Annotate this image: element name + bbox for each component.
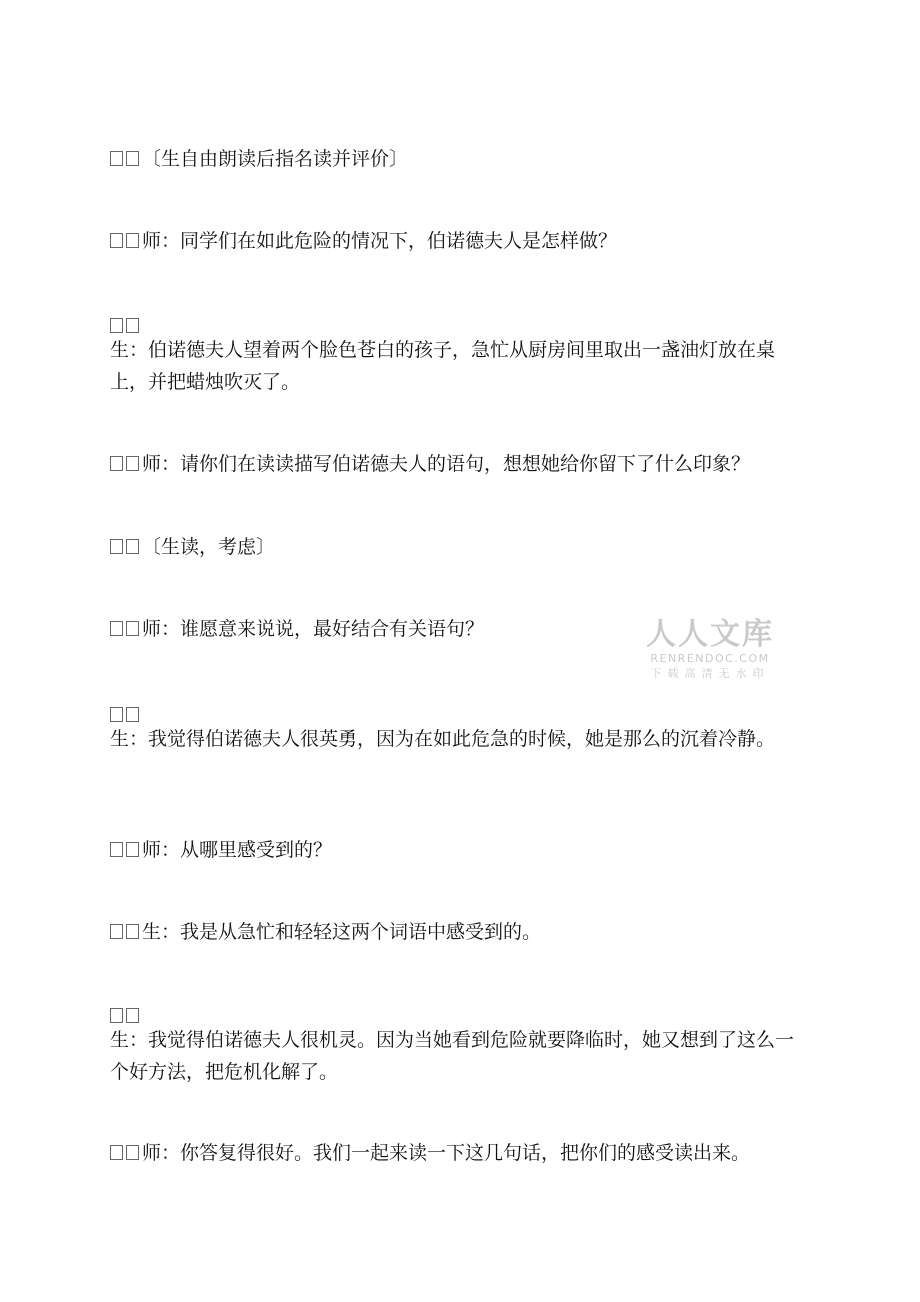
watermark: [645, 618, 775, 682]
paragraph-4: [110, 448, 810, 480]
watermark-subtitle: 下载高清无水印: [650, 667, 770, 680]
paragraph-text: 师：你答复得很好。我们一起来读一下这几句话，把你们的感受读出来。: [142, 1142, 751, 1164]
paragraph-3: [110, 310, 810, 398]
placeholder-glyph: [110, 539, 123, 554]
paragraph-text: 生：伯诺德夫人望着两个脸色苍白的孩子，急忙从厨房间里取出一盏油灯放在桌上，并把蜡烛吹灭了。: [110, 339, 776, 393]
placeholder-glyph: [126, 318, 139, 333]
placeholder-glyph: [126, 707, 139, 722]
paragraph-2: [110, 225, 810, 257]
paragraph-11: [110, 1137, 810, 1169]
placeholder-glyph: [110, 1145, 123, 1160]
paragraph-text: 〔生读，考虑〕: [142, 536, 276, 558]
placeholder-glyph: [126, 456, 139, 471]
paragraph-8: [110, 834, 810, 866]
paragraph-5: [110, 531, 810, 563]
placeholder-glyph: [126, 151, 139, 166]
paragraph-lead-boxes: [110, 1000, 810, 1024]
paragraph-7: [110, 699, 810, 755]
placeholder-glyph: [126, 233, 139, 248]
paragraph-lead-boxes: [110, 699, 810, 723]
paragraph-1: [110, 143, 810, 175]
placeholder-glyph: [110, 233, 123, 248]
placeholder-glyph: [126, 1008, 139, 1023]
paragraph-lead-boxes: [110, 310, 810, 334]
placeholder-glyph: [110, 842, 123, 857]
paragraph-10: [110, 1000, 810, 1088]
placeholder-glyph: [110, 151, 123, 166]
paragraph-text: 生：我觉得伯诺德夫人很英勇，因为在如此危急的时候，她是那么的沉着冷静。: [110, 728, 776, 750]
watermark-title: 人人文库: [646, 617, 774, 652]
paragraph-text: 〔生自由朗读后指名读并评价〕: [142, 148, 409, 170]
placeholder-glyph: [126, 924, 139, 939]
placeholder-glyph: [110, 456, 123, 471]
placeholder-glyph: [126, 621, 139, 636]
paragraph-text: 师：同学们在如此危险的情况下，伯诺德夫人是怎样做？: [142, 230, 618, 252]
placeholder-glyph: [110, 924, 123, 939]
paragraph-text: 生：我是从急忙和轻轻这两个词语中感受到的。: [142, 921, 542, 943]
paragraph-text: 生：我觉得伯诺德夫人很机灵。因为当她看到危险就要降临时，她又想到了这么一个好方法，把危机化解了。: [110, 1029, 795, 1083]
placeholder-glyph: [110, 318, 123, 333]
placeholder-glyph: [110, 1008, 123, 1023]
paragraph-text: 师：请你们在读读描写伯诺德夫人的语句，想想她给你留下了什么印象？: [142, 453, 751, 475]
paragraph-text: 师：从哪里感受到的？: [142, 839, 333, 861]
watermark-domain: RENRENDOC.COM: [650, 652, 770, 665]
placeholder-glyph: [110, 707, 123, 722]
placeholder-glyph: [126, 539, 139, 554]
placeholder-glyph: [126, 842, 139, 857]
placeholder-glyph: [110, 621, 123, 636]
placeholder-glyph: [126, 1145, 139, 1160]
paragraph-9: [110, 916, 810, 948]
paragraph-text: 师：谁愿意来说说，最好结合有关语句？: [142, 618, 485, 640]
